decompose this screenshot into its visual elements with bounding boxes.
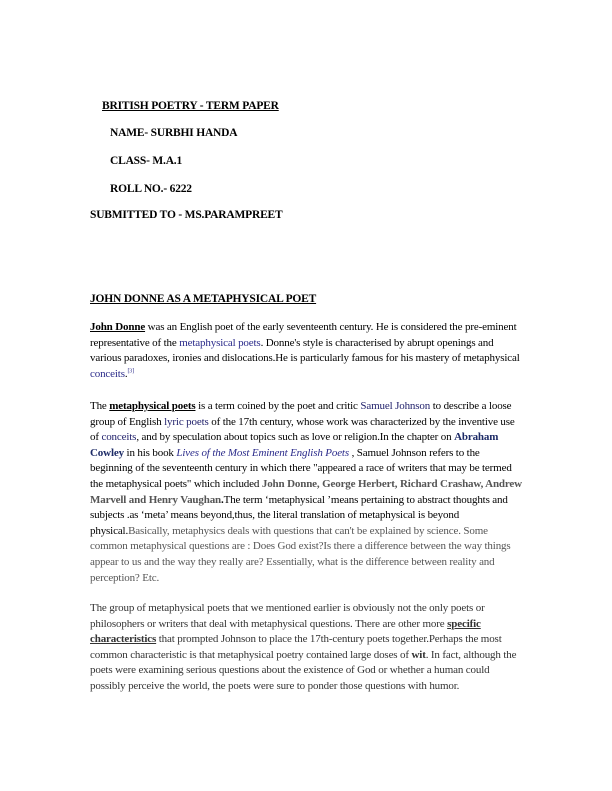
metaphysical-poets-link[interactable]: metaphysical poets [179,336,261,349]
paragraph-3: The group of metaphysical poets that we mentioned earlier is obviously not the only poets or philosophers or writers that deal with metaphysical questions. There are other more specific characteristics that prompted Johnson to place the 17th-century poets together.Perhaps the most common characteristic is that metaphysical poetry contained large doses of wit. In fact, although the poets were examining serious questions about the existence of God or whether a human could possibly perceive the world, the poets were sure to ponder those questions with humor. [90,602,517,692]
paragraph-1: John Donne was an English poet of the early seventeenth century. He is considered the pre-eminent representative of the metaphysical poets. Donne's style is characterised by abrupt openings and various paradoxes, ironies and dislocations.He is particularly famous for his mastery of metaphysical conceits.[3] [90,321,520,380]
conceits-link[interactable]: conceits [90,367,125,380]
paragraph-2: The metaphysical poets is a term coined by the poet and critic Samuel Johnson to describe a loose group of English lyric poets of the 17th century, whose work was characterized by the inventive use of conceits, and by speculation about topics such as love or religion.In the chapter on Abraham Cowley in his book Lives of the Most Eminent English Poets , Samuel Johnson refers to the beginning of the seventeenth century in which there "appeared a race of writers that may be termed the metaphysical poets" which included John Donne, George Herbert, Richard Crashaw, Andrew Marvell and Henry Vaughan.The term ‘metaphysical ’means pertaining to abstract thoughts and subjects .as ‘meta’ means beyond,thus, the literal translation of metaphysical is beyond physical.Basically, metaphysics deals with questions that can't be explained by science. Some common metaphysical questions are : Does God exist?Is there a difference between the way things appear to us and the way they really are? Essentially, what is the difference between reality and perception? Etc. [90,400,522,584]
wit-term: wit [411,648,426,661]
samuel-johnson-link[interactable]: Samuel Johnson [360,400,431,412]
section-title: JOHN DONNE AS A METAPHYSICAL POET [90,293,317,305]
student-class: CLASS- M.A.1 [110,155,183,167]
paper-title: BRITISH POETRY - TERM PAPER [102,100,279,112]
poet-names: John Donne, George Herbert, Richard Crashaw, Andrew Marvell and Henry Vaughan [90,477,522,506]
student-name: NAME- SURBHI HANDA [110,127,238,139]
roll-number: ROLL NO.- 6222 [110,183,192,195]
specific-characteristics-link[interactable]: specific characteristics [90,617,481,646]
metaphysics-explanation: Basically, metaphysics deals with questions that can't be explained by science. Some common metaphysical questions are : Does God exist?Is there a difference between the way things appear to us and the way they really are? Essentially, what is the difference between reality and perception? Etc. [90,524,511,584]
lives-of-poets-link[interactable]: Lives of the Most Eminent English Poets [176,446,349,459]
abraham-cowley-link[interactable]: Abraham Cowley [90,431,499,459]
conceits-link-2[interactable]: conceits [101,431,137,444]
lyric-poets-link[interactable]: lyric poets [164,415,209,428]
john-donne-name: John Donne [90,321,146,333]
citation-3[interactable]: [3] [127,368,134,375]
submitted-to: SUBMITTED TO - MS.PARAMPREET [90,209,283,221]
metaphysical-poets-term: metaphysical poets [109,400,196,412]
